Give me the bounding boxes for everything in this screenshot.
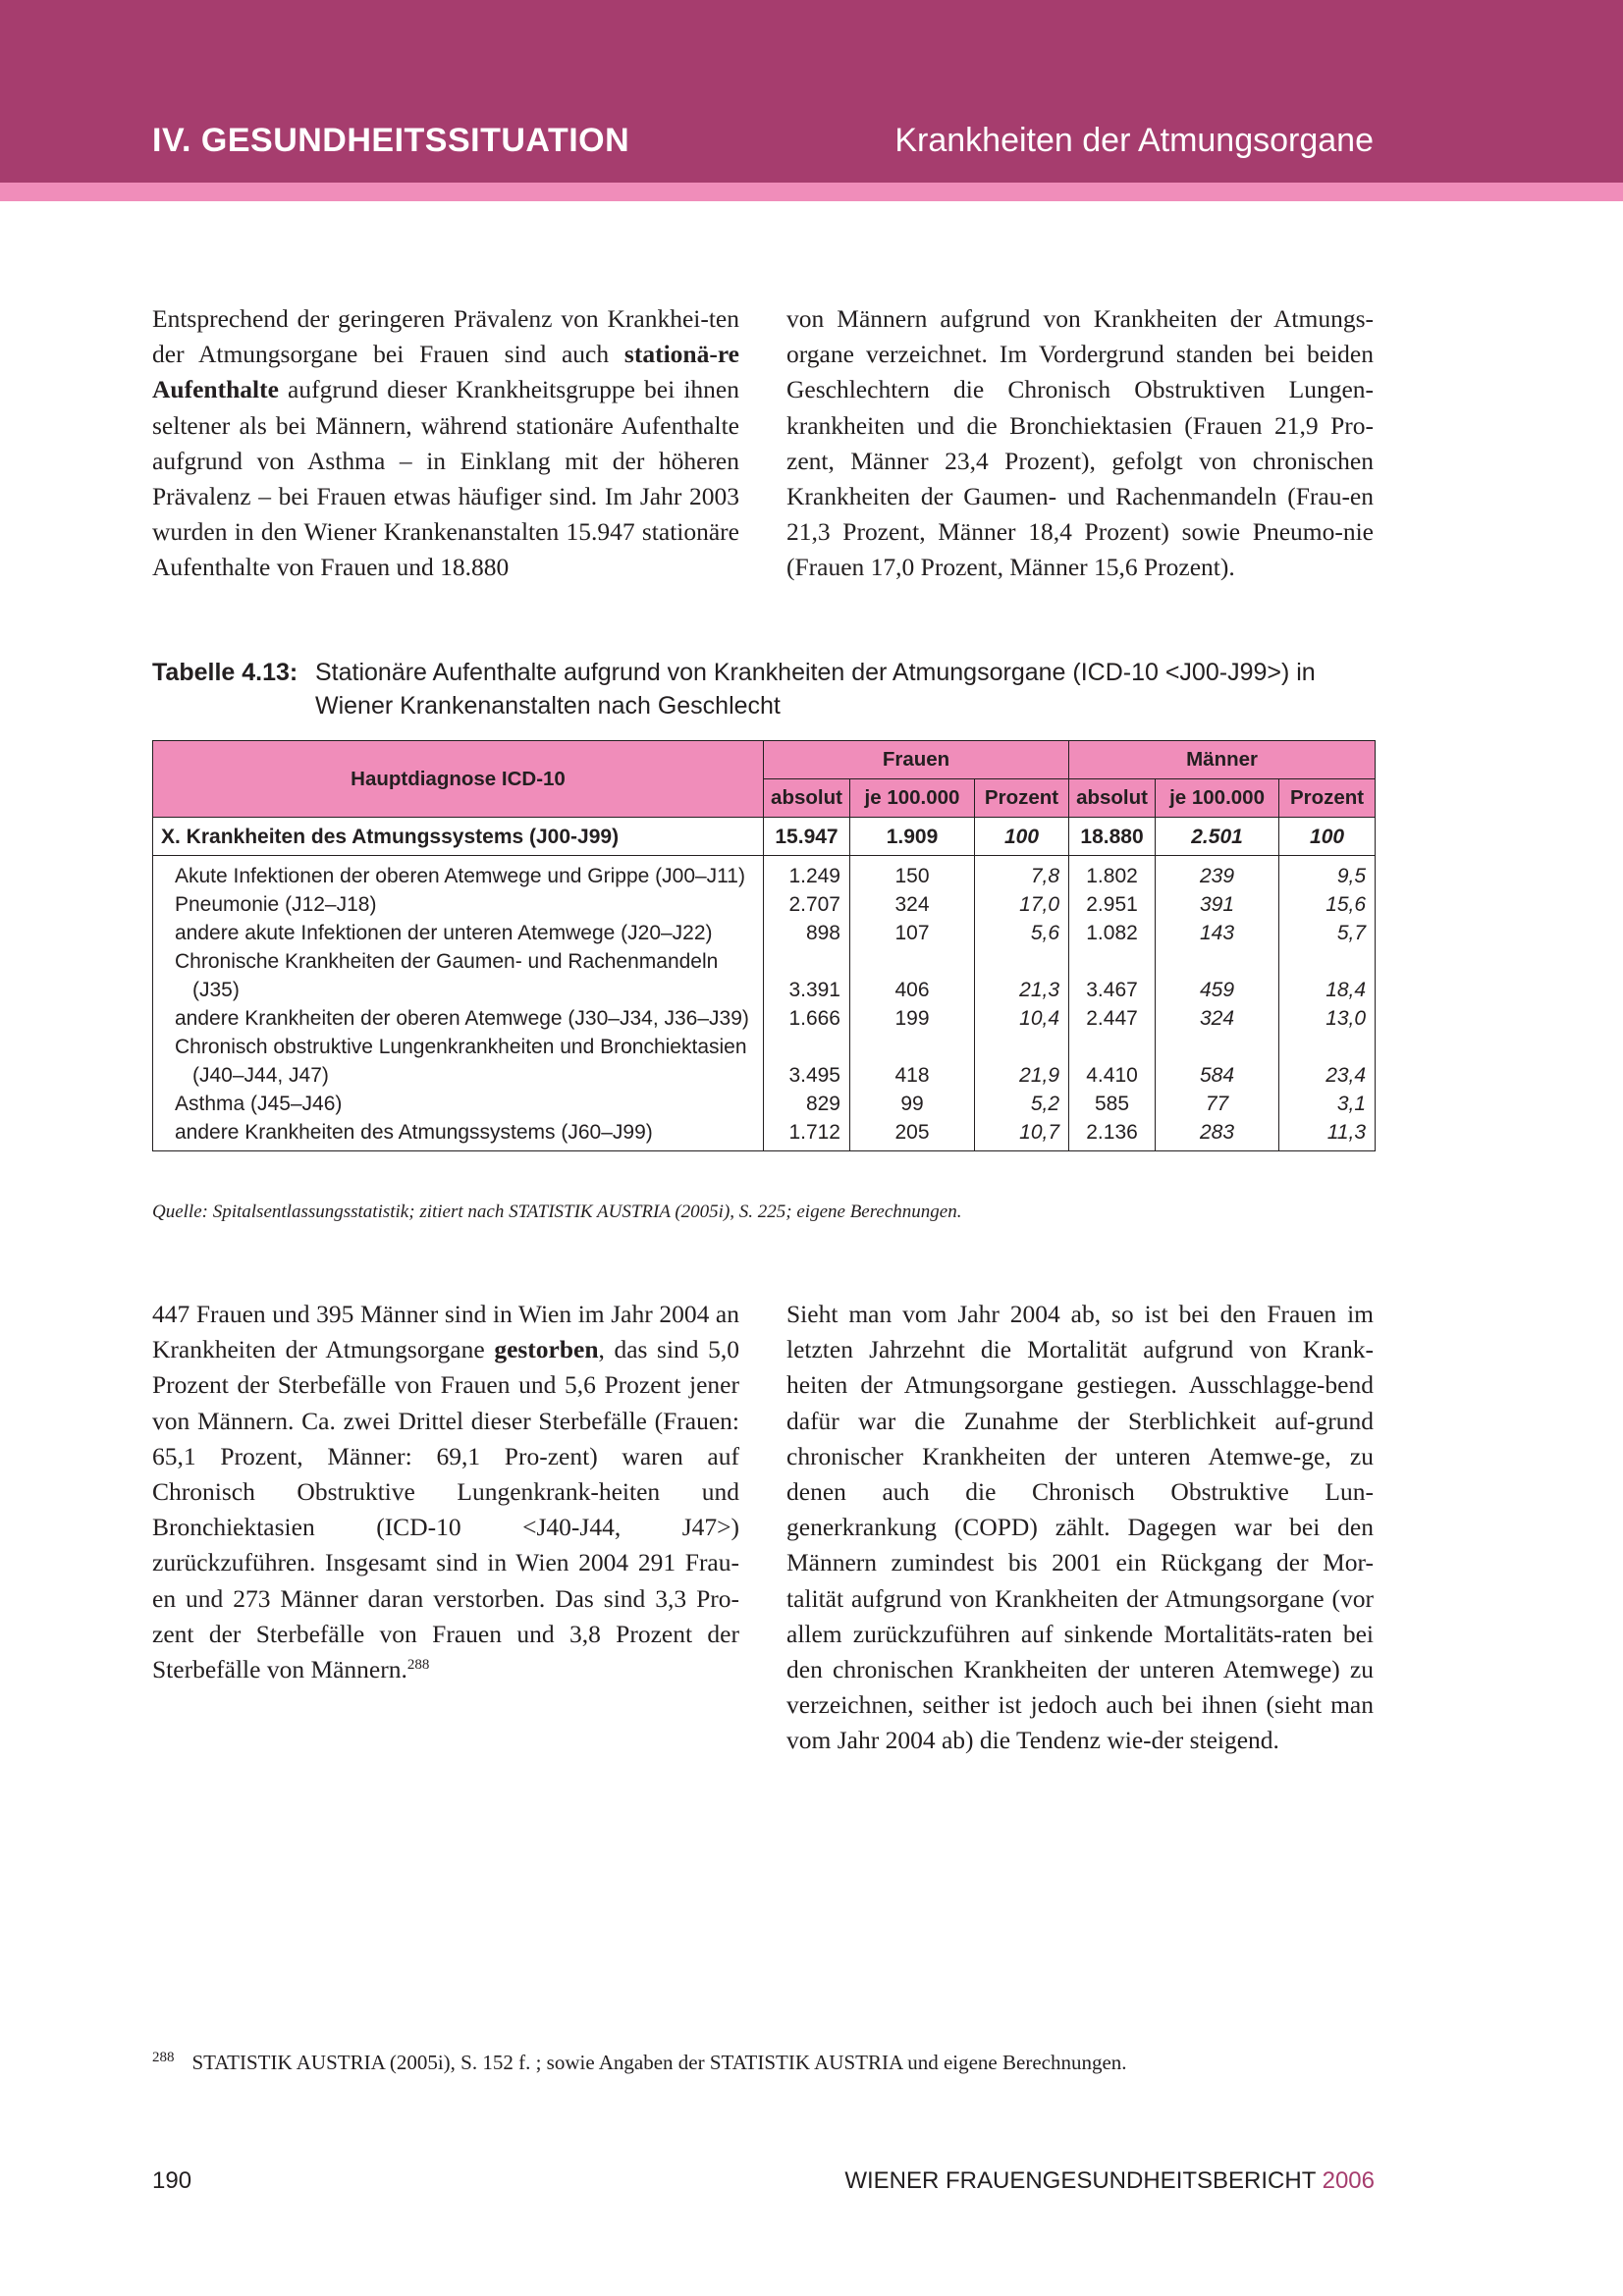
row-label-line: Asthma (J45–J46) — [175, 1093, 343, 1115]
total-m-abs: 18.880 — [1069, 818, 1156, 856]
row-label — [153, 947, 764, 1004]
cell-f-abs: 2.707 — [764, 890, 850, 919]
cell-m-abs: 2.136 — [1069, 1118, 1156, 1151]
cell-f-je: 150 — [850, 856, 975, 891]
cell-m-pct: 9,5 — [1279, 856, 1376, 891]
table-row — [153, 1118, 1376, 1151]
footnote-number: 288 — [152, 2050, 175, 2065]
cell-f-abs: 3.495 — [764, 1033, 850, 1090]
cell-f-pct: 5,6 — [975, 919, 1069, 947]
total-m-pct: 100 — [1279, 818, 1376, 856]
intro-right-paragraph: von Männern aufgrund von Krankheiten der Atmungs-organe verzeichnet. Im Vordergrund standen bei beiden Geschlechtern die Chronisch Obstruktiven Lungen-krankheiten und die Bronchiektasien (Frauen 21,9 Pro-zent, Männer 23,4 Prozent), gefolgt von chronischen Krankheiten der Gaumen- und Rachenmandeln (Frau-en 21,3 Prozent, Männer 18,4 Prozent) sowie Pneumo-nie (Frauen 17,0 Prozent, Männer 15,6 Prozent). — [786, 304, 1374, 582]
row-label — [153, 1033, 764, 1090]
row-label-line: andere Krankheiten des Atmungssystems (J60–J99) — [175, 1121, 653, 1144]
total-f-pct: 100 — [975, 818, 1069, 856]
cell-f-je: 406 — [850, 947, 975, 1004]
mortality-right-paragraph: Sieht man vom Jahr 2004 ab, so ist bei den Frauen im letzten Jahrzehnt die Mortalität aufgrund von Krank-heiten der Atmungsorgane gestiegen. Ausschlagge-bend dafür war die Zunahme der Sterblichkeit auf-grund chronischer Krankheiten der unteren Atemwe-ge, zu denen auch die Chronisch Obstruktive Lun-generkrankung (COPD) zählt. Dagegen war bei den Männern zumindest bis 2001 ein Rückgang der Mor-talität aufgrund von Krankheiten der Atmungsorgane (vor allem zurückzuführen auf sinkende Mortalitäts-raten bei den chronischen Krankheiten der unteren Atemwege) zu verzeichnen, seither ist jedoch auch bei ihnen (sieht man vom Jahr 2004 ab) die Tendenz wie-der steigend. — [786, 1300, 1374, 1755]
row-label-line: Akute Infektionen der oberen Atemwege und Grippe (J00–J11) — [175, 865, 745, 887]
cell-m-je: 283 — [1156, 1118, 1279, 1151]
cell-f-je: 199 — [850, 1004, 975, 1033]
cell-f-abs: 1.712 — [764, 1118, 850, 1151]
row-label-continuation: (J35) — [192, 979, 240, 1001]
table-row — [153, 1033, 1376, 1090]
cell-f-abs: 1.666 — [764, 1004, 850, 1033]
row-label-line: Chronische Krankheiten der Gaumen- und Rachenmandeln — [175, 950, 719, 973]
footnote — [152, 2050, 1375, 2075]
cell-f-pct: 17,0 — [975, 890, 1069, 919]
row-label-line: andere Krankheiten der oberen Atemwege (J30–J34, J36–J39) — [175, 1007, 749, 1030]
cell-m-abs: 3.467 — [1069, 947, 1156, 1004]
cell-m-pct: 15,6 — [1279, 890, 1376, 919]
cell-f-je: 99 — [850, 1090, 975, 1118]
cell-m-pct: 11,3 — [1279, 1118, 1376, 1151]
total-f-abs: 15.947 — [764, 818, 850, 856]
row-label-continuation: (J40–J44, J47) — [192, 1064, 329, 1087]
header-stripe — [0, 183, 1623, 201]
header-frauen-je: je 100.000 — [850, 779, 975, 818]
cell-f-pct: 10,4 — [975, 1004, 1069, 1033]
row-label — [153, 890, 764, 919]
header-frauen-absolut: absolut — [764, 779, 850, 818]
page-number: 190 — [152, 2167, 192, 2194]
cell-f-je: 418 — [850, 1033, 975, 1090]
cell-f-pct: 10,7 — [975, 1118, 1069, 1151]
total-label: X. Krankheiten des Atmungssystems (J00-J99) — [153, 818, 764, 856]
cell-f-abs: 829 — [764, 1090, 850, 1118]
section-title: IV. GESUNDHEITSSITUATION — [152, 122, 630, 159]
table-caption-label: Tabelle 4.13: — [152, 659, 298, 686]
row-label — [153, 1004, 764, 1033]
header-maenner-prozent: Prozent — [1279, 779, 1376, 818]
cell-f-pct: 5,2 — [975, 1090, 1069, 1118]
cell-m-abs: 2.951 — [1069, 890, 1156, 919]
cell-m-pct: 23,4 — [1279, 1033, 1376, 1090]
table-caption-text: Stationäre Aufenthalte aufgrund von Krankheiten der Atmungsorgane (ICD-10 <J00-J99>) in Wiener Krankenanstalten nach Geschlecht — [315, 659, 1316, 720]
cell-m-abs: 1.082 — [1069, 919, 1156, 947]
cell-f-abs: 898 — [764, 919, 850, 947]
cell-m-abs: 4.410 — [1069, 1033, 1156, 1090]
intro-left-paragraph: Entsprechend der geringeren Prävalenz von Krankhei-ten der Atmungsorgane bei Frauen sind auch stationä-re Aufenthalte aufgrund dieser Krankheitsgruppe bei ihnen seltener als bei Männern, während stationäre Aufenthalte aufgrund von Asthma – in Einklang mit der höheren Prävalenz – bei Frauen etwas häufiger sind. Im Jahr 2003 wurden in den Wiener Krankenanstalten 15.947 stationäre Aufenthalte von Frauen und 18.880 — [152, 304, 739, 582]
table-source: Quelle: Spitalsentlassungsstatistik; zitiert nach STATISTIK AUSTRIA (2005i), S. 225; eigene Berechnungen. — [152, 1201, 962, 1222]
cell-f-abs: 3.391 — [764, 947, 850, 1004]
header-maenner-je: je 100.000 — [1156, 779, 1279, 818]
mortality-left-paragraph: 447 Frauen und 395 Männer sind in Wien im Jahr 2004 an Krankheiten der Atmungsorgane gestorben, das sind 5,0 Prozent der Sterbefälle von Frauen und 5,6 Prozent jener von Männern. Ca. zwei Drittel dieser Sterbefälle (Frauen: 65,1 Prozent, Männer: 69,1 Pro-zent) waren auf Chronisch Obstruktive Lungenkrank-heiten und Bronchiektasien (ICD-10 <J40-J44, J47>) zurückzuführen. Insgesamt sind in Wien 2004 291 Frau-en und 273 Männer daran verstorben. Das sind 3,3 Pro-zent der Sterbefälle von Frauen und 3,8 Prozent der Sterbefälle von Männern.$^{288}$ — [152, 1300, 740, 1684]
cell-m-pct: 18,4 — [1279, 947, 1376, 1004]
cell-f-je: 205 — [850, 1118, 975, 1151]
footnote-text: STATISTIK AUSTRIA (2005i), S. 152 f. ; sowie Angaben der STATISTIK AUSTRIA und eigene Berechnungen. — [191, 2051, 1127, 2074]
header-frauen: Frauen — [764, 741, 1069, 779]
cell-m-abs: 2.447 — [1069, 1004, 1156, 1033]
row-label-line: andere akute Infektionen der unteren Atemwege (J20–J22) — [175, 922, 713, 944]
cell-f-je: 107 — [850, 919, 975, 947]
row-label — [153, 919, 764, 947]
total-f-je: 1.909 — [850, 818, 975, 856]
header-frauen-prozent: Prozent — [975, 779, 1069, 818]
header-diagnosis: Hauptdiagnose ICD-10 — [153, 741, 764, 818]
table-total-row — [153, 818, 1376, 856]
data-table — [152, 740, 1376, 1151]
row-label-line: Chronisch obstruktive Lungenkrankheiten und Bronchiektasien — [175, 1036, 747, 1058]
cell-m-pct: 13,0 — [1279, 1004, 1376, 1033]
row-label-line: Pneumonie (J12–J18) — [175, 893, 377, 916]
cell-m-je: 391 — [1156, 890, 1279, 919]
table-row — [153, 919, 1376, 947]
cell-m-je: 143 — [1156, 919, 1279, 947]
table-row — [153, 1090, 1376, 1118]
table-row — [153, 1004, 1376, 1033]
cell-f-pct: 21,9 — [975, 1033, 1069, 1090]
row-label — [153, 1118, 764, 1151]
header-maenner-absolut: absolut — [1069, 779, 1156, 818]
footnote-reference[interactable]: 288 — [406, 1657, 430, 1674]
cell-m-abs: 1.802 — [1069, 856, 1156, 891]
report-name: WIENER FRAUENGESUNDHEITSBERICHT — [844, 2167, 1316, 2194]
row-label — [153, 1090, 764, 1118]
cell-m-je: 239 — [1156, 856, 1279, 891]
cell-m-je: 77 — [1156, 1090, 1279, 1118]
table-row — [153, 856, 1376, 891]
cell-f-pct: 21,3 — [975, 947, 1069, 1004]
chapter-title: Krankheiten der Atmungsorgane — [894, 122, 1374, 159]
cell-m-pct: 5,7 — [1279, 919, 1376, 947]
cell-f-abs: 1.249 — [764, 856, 850, 891]
cell-m-pct: 3,1 — [1279, 1090, 1376, 1118]
cell-m-je: 459 — [1156, 947, 1279, 1004]
table-row — [153, 890, 1376, 919]
cell-f-pct: 7,8 — [975, 856, 1069, 891]
row-label — [153, 856, 764, 891]
report-title — [844, 2167, 1375, 2195]
total-m-je: 2.501 — [1156, 818, 1279, 856]
cell-m-je: 584 — [1156, 1033, 1279, 1090]
cell-m-je: 324 — [1156, 1004, 1279, 1033]
report-year: 2006 — [1322, 2167, 1375, 2194]
cell-m-abs: 585 — [1069, 1090, 1156, 1118]
header-maenner: Männer — [1069, 741, 1376, 779]
cell-f-je: 324 — [850, 890, 975, 919]
table-row — [153, 947, 1376, 1004]
